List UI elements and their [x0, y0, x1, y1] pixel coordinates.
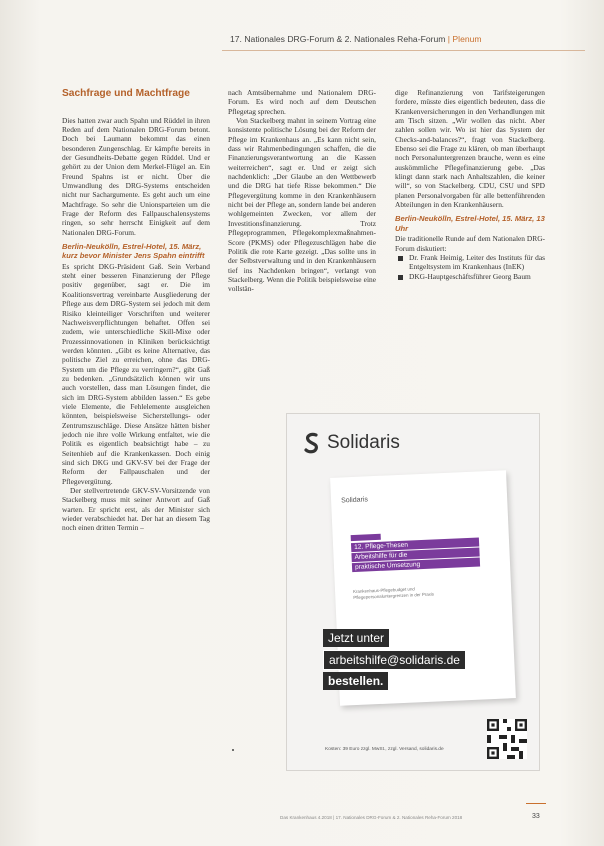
column-3	[395, 88, 545, 281]
paragraph: Dies hatten zwar auch Spahn und Rüddel in ihren Reden auf dem Nationalen DRG-Forum betont. Doch bei Laumann bekommt das einen besonderen Zungenschlag. Er kämpfte bereits in der Gesundheits-Debatte gegen Rüddel. Und er gehört zu der Union dem Merkel-Flügel an. Ein Freund Spahns ist er nicht. Über die Umwandlung des DRG-Systems entscheiden nicht nur Sachargumente. Es geht auch um eine Machtfrage. So sehr die Unionsparteien um die Frage der Reform des Fallpauschalensystems ringen, so sehr herrscht Einigkeit auf dem Nationalen DRG-Forum.	[62, 115, 210, 237]
section-heading: Sachfrage und Machtfrage	[62, 88, 190, 99]
brochure-tag	[351, 534, 381, 541]
running-header	[230, 34, 575, 46]
solidaris-advertisement[interactable]	[286, 413, 540, 771]
cta-order: bestellen.	[323, 672, 388, 690]
page-footer: Das Krankenhaus 4.2018 | 17. Nationales DRG-Forum & 2. Nationales Reha-Forum 2018	[280, 815, 463, 820]
header-rule	[222, 50, 585, 51]
subheading-dateline: Berlin-Neukölln, Estrel-Hotel, 15. März, 13 Uhr	[395, 214, 545, 233]
paragraph: Die traditionelle Runde auf dem Nationalen DRG-Forum diskutiert:	[395, 234, 545, 253]
qr-code-icon[interactable]	[487, 719, 527, 759]
footer-accent-rule	[526, 803, 546, 804]
solidaris-logo	[303, 432, 400, 454]
brochure-subtitle: Krankenhaus-Pflegebudget und Pflegepersonaluntergrenzen in der Praxis	[352, 586, 435, 600]
header-separator: |	[447, 34, 451, 44]
paragraph: nach Amtsübernahme und Nationalem DRG-Forum. Es wird noch auf dem Deutschen Pflegetag sprechen.	[228, 88, 376, 116]
list-item: DKG-Hauptgeschäftsführer Georg Baum	[395, 272, 545, 281]
paragraph: dige Refinanzierung von Tarifsteigerungen fordere, müsste dies eigentlich bedeuten, dass die Krankenversicherungen in den Verhandlungen mit am Tisch sitzen. „Wir wollen das nicht. Aber zahlen sollen wir. Wo ist hier das System der Checks-and-balances?“, fragt von Stackelberg. Ebenso sei die Frage zu klären, ob man überhaupt noch Personaluntergrenzen brauche, wenn es eine auskömmliche Pflegefinanzierung gebe. „Das klingt dann stark nach Anhaltszahlen, die keiner will“, so von Stackelberg. CDU, CSU und SPD planen Personalvorgaben für alle bettenführenden Abteilungen in den Krankenhäusern.	[395, 88, 545, 210]
cta-line: Jetzt unter	[323, 629, 389, 647]
ad-footer-note: Kosten: 39 Euro zzgl. MwSt., zzgl. Versand, solidaris.de	[325, 747, 444, 752]
column-1	[62, 88, 210, 533]
solidaris-logo-icon	[303, 432, 321, 454]
subheading-dateline: Berlin-Neukölln, Estrel-Hotel, 15. März, kurz bevor Minister Jens Spahn eintrifft	[62, 241, 205, 261]
order-email-link[interactable]: arbeitshilfe@solidaris.de	[323, 650, 466, 670]
print-speck	[232, 749, 234, 751]
header-section: Plenum	[452, 34, 482, 44]
brochure-title-line: 12. Pflege-Thesen	[351, 538, 479, 553]
paragraph: Der stellvertretende GKV-SV-Vorsitzende von Stackelberg muss mit seiner Antwort auf Gaß warten. Er spricht erst, als der Minister sich wieder verabschiedet hat. Der hat an diesem Tag noch einen dritten Termin –	[62, 486, 210, 533]
brochure-title-band	[351, 538, 480, 574]
brochure-image	[330, 470, 516, 705]
brochure-logo: Solidaris	[340, 496, 369, 505]
paragraph: Von Stackelberg mahnt in seinem Vortrag eine konsistente politische Lösung bei der Reform der Pflege im Krankenhaus an. „Es kann nicht sein, dass wir Rahmenbedingungen schaffen, die die Finanzierungsverantwortung an die Kassen weiterreichen“, sagt er. Und er zeigt sich nachdenklich: „Der Glaube an den Wettbewerb und die DRG hat tiefe Risse bekommen.“ Die Pflegevergütung komme in den Krankenhäusern nicht bei der Pflege an, sondern lande bei anderen wohlgemeinten Zwecken, vor allem der Investitionsfinanzierung. Trotz Pflegeprogrammen, Pflegekomplexmaßnahmen-Score (PKMS) oder Pflegezuschlägen habe die Politik die rote Karte gezeigt. „Das sollte uns in der Selbstverwaltung und in den Krankenhäusern tief ins Nachdenken bringen“, verlangt von Stackelberg. Wenn die Politik beispielsweise eine vollstän-	[228, 116, 376, 294]
page-number: 33	[532, 813, 540, 820]
brochure-title-line: Arbeitshilfe für die	[351, 548, 479, 563]
brand-name: Solidaris	[327, 432, 400, 453]
brochure-title-line: praktische Umsetzung	[352, 557, 480, 572]
header-title: 17. Nationales DRG-Forum & 2. Nationales Reha-Forum	[230, 34, 446, 44]
column-2	[228, 88, 376, 294]
paragraph: Es spricht DKG-Präsident Gaß. Sein Verband steht einer besseren Finanzierung der Pflege positiv gegenüber, sagt er. Die im Koalitionsvertrag vereinbarte Ausgliederung der Pflege aus dem DRG-System sei jedoch mit dem Risiko kleinteiliger Vorschriften und weiterer Nachweisverpflichtungen behaftet. Offen sei zudem, wie unterschiedliche Skill-Mixe oder Prozessinnovationen in Kliniken berücksichtigt werden könnten. „Gibt es keine Alternative, das politische Ziel zu erreichen, ohne das DRG-System um die Pflege zu verringern?“, gibt Gaß zu bedenken. „Grundsätzlich können wir uns auch vorstellen, dass man Lösungen findet, die sich im DRG-System abbilden lassen.“ Es gebe viele Elemente, die Fehlelemente ausgleichen könnten, beispielsweise Sicherstellungs- oder Zentrumszuschläge. Diese Ansätze hätten bisher jedoch nie ihre volle Wirkung entfaltet, wie die Politik es eigentlich beabsichtigt habe – zu Seitenhieb auf die Krankenkassen. Doch einig sind sich DKG und GKV-SV bei der Frage der Reform der Fallpauschalen und der Pflegevergütung.	[62, 261, 210, 486]
participant-list	[395, 253, 545, 281]
list-item: Dr. Frank Heimig, Leiter des Instituts für das Entgeltsystem im Krankenhaus (InEK)	[395, 253, 545, 272]
